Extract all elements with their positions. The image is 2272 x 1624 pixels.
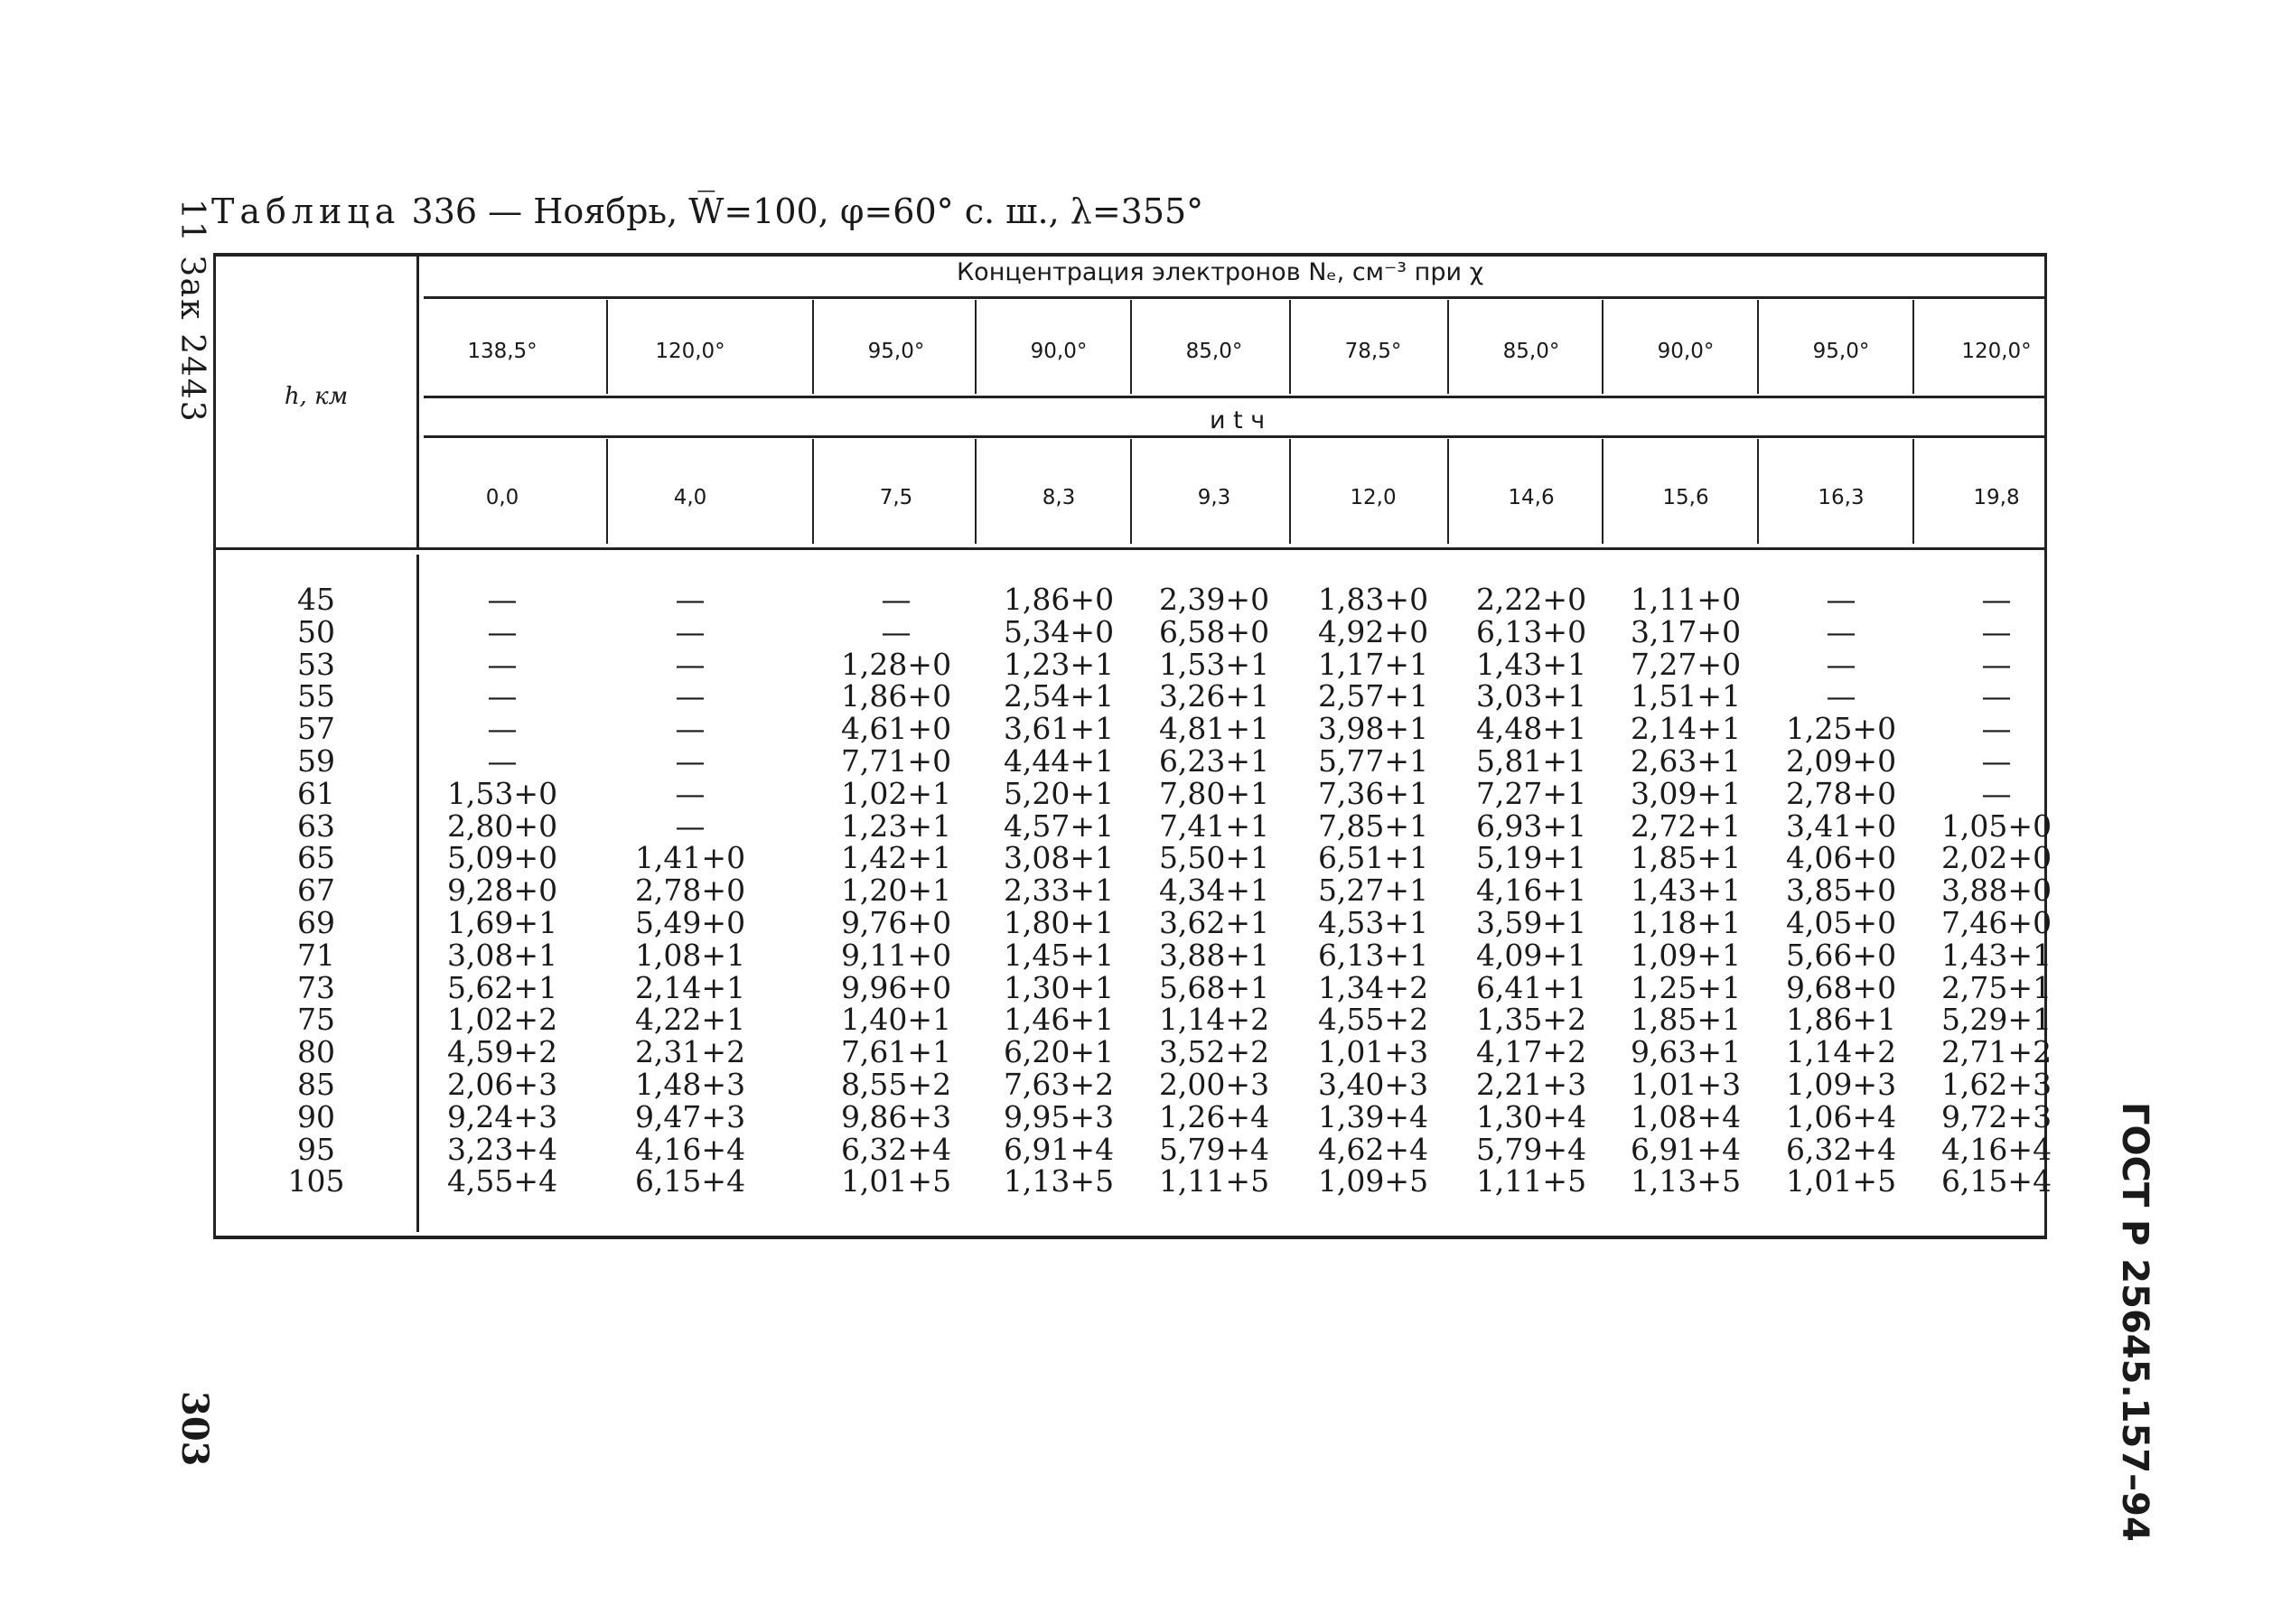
table-cell: 1,30+1 xyxy=(1003,969,1115,1005)
height-cell: 63 xyxy=(297,807,335,844)
table-cell: 9,24+3 xyxy=(446,1098,558,1134)
height-cell: 61 xyxy=(297,775,335,811)
table-cell: 7,27+0 xyxy=(1630,646,1742,682)
time-header: и t ч xyxy=(1210,406,1266,434)
table-cell: 7,71+0 xyxy=(840,742,952,779)
table-cell: 9,96+0 xyxy=(840,969,952,1005)
table-cell: 5,49+0 xyxy=(634,904,746,940)
table-cell: 2,71+2 xyxy=(1940,1034,2052,1070)
table-cell: 3,61+1 xyxy=(1003,711,1115,747)
table-cell: 6,13+1 xyxy=(1317,937,1429,973)
table-cell: — xyxy=(675,582,706,617)
chi-header-cell: 90,0° xyxy=(1657,340,1715,363)
table-caption xyxy=(211,191,1203,231)
table-cell: 1,01+3 xyxy=(1630,1066,1742,1102)
table-cell: 1,01+5 xyxy=(840,1163,952,1199)
data-column xyxy=(982,583,1136,1198)
table-cell: 5,50+1 xyxy=(1158,840,1270,876)
table-cell: 3,52+2 xyxy=(1158,1034,1270,1070)
table-cell: 6,13+0 xyxy=(1475,613,1587,649)
table-cell: 1,46+1 xyxy=(1003,1002,1115,1038)
table-cell: 1,23+1 xyxy=(840,807,952,844)
table-cell: 6,58+0 xyxy=(1158,613,1270,649)
table-cell: 2,72+1 xyxy=(1630,807,1742,844)
height-column xyxy=(216,583,416,1198)
table-cell: — xyxy=(1981,678,2012,714)
table-cell: 2,14+1 xyxy=(1630,711,1742,747)
table-cell: 7,41+1 xyxy=(1158,807,1270,844)
table-cell: 9,11+0 xyxy=(840,937,952,973)
table-cell: 4,16+4 xyxy=(634,1131,746,1167)
table-cell: — xyxy=(1981,742,2012,779)
table-cell: 2,63+1 xyxy=(1630,742,1742,779)
table-cell: 3,23+4 xyxy=(446,1131,558,1167)
t-header-cell: 15,6 xyxy=(1662,486,1709,509)
table-cell: 4,81+1 xyxy=(1158,711,1270,747)
table-cell: — xyxy=(1981,775,2012,811)
table-cell: 1,26+4 xyxy=(1158,1098,1270,1134)
table-cell: 4,05+0 xyxy=(1785,904,1897,940)
table-cell: 3,98+1 xyxy=(1317,711,1429,747)
table-cell: 1,13+5 xyxy=(1003,1163,1115,1199)
column-divider xyxy=(975,439,977,544)
table-cell: — xyxy=(1826,678,1856,714)
chi-header-cell: 95,0° xyxy=(867,340,925,363)
table-cell: 3,09+1 xyxy=(1630,775,1742,811)
table-cell: 2,14+1 xyxy=(634,969,746,1005)
table-cell: 6,91+4 xyxy=(1630,1131,1742,1167)
table-cell: 6,93+1 xyxy=(1475,807,1587,844)
table-cell: — xyxy=(675,742,706,779)
table-cell: 2,33+1 xyxy=(1003,873,1115,909)
table-cell: 7,85+1 xyxy=(1317,807,1429,844)
chi-header-cell: 78,5° xyxy=(1344,340,1402,363)
table-cell: 3,26+1 xyxy=(1158,678,1270,714)
standard-designation: ГОСТ Р 25645.157–94 xyxy=(2114,1102,2155,1542)
table-cell: 1,09+1 xyxy=(1630,937,1742,973)
table-cell: 4,16+4 xyxy=(1940,1131,2052,1167)
table-cell: 6,91+4 xyxy=(1003,1131,1115,1167)
height-column-header: h, км xyxy=(284,383,349,410)
table-cell: 6,51+1 xyxy=(1317,840,1429,876)
margin-order-label: 11 Зак 2443 xyxy=(173,199,210,424)
t-header-cell: 7,5 xyxy=(879,486,913,509)
table-cell: 2,78+0 xyxy=(1785,775,1897,811)
table-cell: 5,34+0 xyxy=(1003,613,1115,649)
table-cell: 2,06+3 xyxy=(446,1066,558,1102)
chi-header-cell: 120,0° xyxy=(1961,340,2032,363)
chi-header-cell: 120,0° xyxy=(655,340,725,363)
chi-header-cell: 95,0° xyxy=(1812,340,1870,363)
table-cell: 3,08+1 xyxy=(446,937,558,973)
height-cell: 50 xyxy=(297,613,335,649)
table-cell: 6,32+4 xyxy=(840,1131,952,1167)
table-cell: 1,42+1 xyxy=(840,840,952,876)
table-cell: — xyxy=(487,742,518,779)
table-cell: 1,05+0 xyxy=(1940,807,2052,844)
t-header-cell: 0,0 xyxy=(485,486,519,509)
table-cell: 3,08+1 xyxy=(1003,840,1115,876)
table-cell: 1,35+2 xyxy=(1475,1002,1587,1038)
table-cell: 5,19+1 xyxy=(1475,840,1587,876)
table-cell: 1,85+1 xyxy=(1630,1002,1742,1038)
electron-concentration-table xyxy=(213,253,2052,1239)
data-column xyxy=(1609,583,1762,1198)
height-cell: 69 xyxy=(297,904,335,940)
table-cell: 4,53+1 xyxy=(1317,904,1429,940)
table-cell: 1,34+2 xyxy=(1317,969,1429,1005)
table-cell: 2,21+3 xyxy=(1475,1066,1587,1102)
table-cell: 2,75+1 xyxy=(1940,969,2052,1005)
table-cell: 4,55+4 xyxy=(446,1163,558,1199)
table-cell: — xyxy=(675,775,706,811)
table-cell: 1,14+2 xyxy=(1158,1002,1270,1038)
table-cell: 1,01+5 xyxy=(1785,1163,1897,1199)
height-cell: 73 xyxy=(297,969,335,1005)
table-cell: 3,41+0 xyxy=(1785,807,1897,844)
table-cell: 4,22+1 xyxy=(634,1002,746,1038)
table-cell: 3,85+0 xyxy=(1785,873,1897,909)
table-cell: 7,36+1 xyxy=(1317,775,1429,811)
height-cell: 71 xyxy=(297,937,335,973)
table-cell: 3,17+0 xyxy=(1630,613,1742,649)
table-cell: 3,88+1 xyxy=(1158,937,1270,973)
table-cell: — xyxy=(675,711,706,747)
table-cell: 7,27+1 xyxy=(1475,775,1587,811)
table-cell: 4,44+1 xyxy=(1003,742,1115,779)
table-cell: — xyxy=(487,582,518,617)
table-cell: 1,09+3 xyxy=(1785,1066,1897,1102)
table-cell: — xyxy=(487,646,518,682)
table-cell: 1,01+3 xyxy=(1317,1034,1429,1070)
table-cell: 1,25+0 xyxy=(1785,711,1897,747)
table-cell: 6,32+4 xyxy=(1785,1131,1897,1167)
table-cell: — xyxy=(1826,613,1856,649)
table-cell: — xyxy=(675,613,706,649)
data-column xyxy=(819,583,973,1198)
table-cell: — xyxy=(1826,646,1856,682)
table-cell: 1,11+5 xyxy=(1158,1163,1270,1199)
table-cell: 5,68+1 xyxy=(1158,969,1270,1005)
table-cell: 3,03+1 xyxy=(1475,678,1587,714)
height-cell: 53 xyxy=(297,646,335,682)
table-cell: 1,41+0 xyxy=(634,840,746,876)
table-cell: 1,45+1 xyxy=(1003,937,1115,973)
table-cell: 4,59+2 xyxy=(446,1034,558,1070)
table-cell: 5,09+0 xyxy=(446,840,558,876)
table-cell: 9,68+0 xyxy=(1785,969,1897,1005)
table-cell: — xyxy=(1981,582,2012,617)
t-header-cell: 12,0 xyxy=(1350,486,1397,509)
table-cell: 3,88+0 xyxy=(1940,873,2052,909)
data-column xyxy=(1296,583,1450,1198)
table-cell: 4,62+4 xyxy=(1317,1131,1429,1167)
table-cell: 1,11+5 xyxy=(1475,1163,1587,1199)
data-column xyxy=(1137,583,1291,1198)
table-cell: 5,79+4 xyxy=(1158,1131,1270,1167)
height-cell: 59 xyxy=(297,742,335,779)
table-cell: 1,08+1 xyxy=(634,937,746,973)
table-cell: 1,48+3 xyxy=(634,1066,746,1102)
table-cell: 2,39+0 xyxy=(1158,582,1270,617)
table-cell: — xyxy=(675,807,706,844)
column-divider xyxy=(812,439,814,544)
table-cell: 4,09+1 xyxy=(1475,937,1587,973)
t-header-cell: 8,3 xyxy=(1042,486,1076,509)
table-cell: 2,02+0 xyxy=(1940,840,2052,876)
table-cell: 4,06+0 xyxy=(1785,840,1897,876)
concentration-header: Концентрация электронов Nₑ, см⁻³ при χ xyxy=(957,258,1484,286)
table-cell: 2,22+0 xyxy=(1475,582,1587,617)
table-cell: 1,39+4 xyxy=(1317,1098,1429,1134)
data-column xyxy=(1454,583,1608,1198)
table-cell: 9,86+3 xyxy=(840,1098,952,1134)
table-cell: 1,20+1 xyxy=(840,873,952,909)
table-cell: 6,23+1 xyxy=(1158,742,1270,779)
table-cell: 4,57+1 xyxy=(1003,807,1115,844)
table-cell: 1,62+3 xyxy=(1940,1066,2052,1102)
t-header-cell: 19,8 xyxy=(1973,486,2020,509)
table-cell: 1,43+1 xyxy=(1940,937,2052,973)
height-cell: 90 xyxy=(297,1098,335,1134)
table-cell: 9,76+0 xyxy=(840,904,952,940)
table-cell: 1,69+1 xyxy=(446,904,558,940)
table-cell: 2,78+0 xyxy=(634,873,746,909)
table-cell: — xyxy=(675,646,706,682)
t-header-cell: 14,6 xyxy=(1508,486,1555,509)
table-cell: 4,16+1 xyxy=(1475,873,1587,909)
table-cell: 5,27+1 xyxy=(1317,873,1429,909)
table-cell: 4,48+1 xyxy=(1475,711,1587,747)
height-cell: 85 xyxy=(297,1066,335,1102)
table-cell: 2,09+0 xyxy=(1785,742,1897,779)
column-divider xyxy=(606,300,608,394)
table-cell: 3,59+1 xyxy=(1475,904,1587,940)
table-cell: 3,62+1 xyxy=(1158,904,1270,940)
table-cell: 1,86+1 xyxy=(1785,1002,1897,1038)
table-cell: 6,15+4 xyxy=(1940,1163,2052,1199)
height-cell: 65 xyxy=(297,840,335,876)
table-cell: 1,86+0 xyxy=(840,678,952,714)
height-cell: 57 xyxy=(297,711,335,747)
table-cell: 5,66+0 xyxy=(1785,937,1897,973)
table-cell: — xyxy=(1826,582,1856,617)
table-cell: — xyxy=(487,711,518,747)
height-cell: 45 xyxy=(297,582,335,617)
table-cell: 2,00+3 xyxy=(1158,1066,1270,1102)
table-cell: 1,13+5 xyxy=(1630,1163,1742,1199)
table-cell: 9,63+1 xyxy=(1630,1034,1742,1070)
table-cell: 6,20+1 xyxy=(1003,1034,1115,1070)
chi-header-cell: 90,0° xyxy=(1030,340,1088,363)
table-cell: 1,85+1 xyxy=(1630,840,1742,876)
table-cell: 5,79+4 xyxy=(1475,1131,1587,1167)
table-cell: 9,72+3 xyxy=(1940,1098,2052,1134)
page-number: 303 xyxy=(173,1391,216,1467)
table-cell: — xyxy=(1981,613,2012,649)
table-cell: 1,08+4 xyxy=(1630,1098,1742,1134)
height-cell: 55 xyxy=(297,678,335,714)
height-cell: 67 xyxy=(297,873,335,909)
height-cell: 105 xyxy=(287,1163,345,1199)
t-header-cell: 16,3 xyxy=(1818,486,1865,509)
column-divider xyxy=(606,439,608,544)
table-cell: 7,61+1 xyxy=(840,1034,952,1070)
table-cell: 9,28+0 xyxy=(446,873,558,909)
table-cell: 1,18+1 xyxy=(1630,904,1742,940)
caption-word: Таблица xyxy=(211,191,401,231)
table-cell: 1,83+0 xyxy=(1317,582,1429,617)
table-cell: 9,95+3 xyxy=(1003,1098,1115,1134)
table-cell: 5,20+1 xyxy=(1003,775,1115,811)
table-cell: 4,55+2 xyxy=(1317,1002,1429,1038)
height-cell: 80 xyxy=(297,1034,335,1070)
height-cell: 95 xyxy=(297,1131,335,1167)
data-column xyxy=(613,583,767,1198)
table-cell: 7,46+0 xyxy=(1940,904,2052,940)
table-cell: 6,41+1 xyxy=(1475,969,1587,1005)
table-cell: 4,61+0 xyxy=(840,711,952,747)
table-cell: 1,43+1 xyxy=(1630,873,1742,909)
t-header-cell: 4,0 xyxy=(673,486,707,509)
caption-text: 336 — Ноябрь, W̅=100, φ=60° с. ш., λ=355° xyxy=(411,191,1204,231)
table-cell: — xyxy=(1981,646,2012,682)
table-cell: 1,23+1 xyxy=(1003,646,1115,682)
table-cell: 1,25+1 xyxy=(1630,969,1742,1005)
table-cell: 8,55+2 xyxy=(840,1066,952,1102)
table-cell: 1,40+1 xyxy=(840,1002,952,1038)
table-cell: 1,11+0 xyxy=(1630,582,1742,617)
table-cell: — xyxy=(881,582,912,617)
table-cell: 1,17+1 xyxy=(1317,646,1429,682)
table-cell: 1,53+1 xyxy=(1158,646,1270,682)
table-cell: — xyxy=(487,678,518,714)
table-cell: 5,29+1 xyxy=(1940,1002,2052,1038)
table-cell: 7,63+2 xyxy=(1003,1066,1115,1102)
table-cell: — xyxy=(487,613,518,649)
column-divider xyxy=(812,300,814,394)
data-column xyxy=(1764,583,1918,1198)
column-divider xyxy=(975,300,977,394)
chi-header-cell: 85,0° xyxy=(1185,340,1243,363)
table-cell: 4,17+2 xyxy=(1475,1034,1587,1070)
data-column xyxy=(425,583,579,1198)
table-cell: 2,31+2 xyxy=(634,1034,746,1070)
table-cell: 1,43+1 xyxy=(1475,646,1587,682)
chi-header-cell: 85,0° xyxy=(1502,340,1560,363)
table-cell: 1,53+0 xyxy=(446,775,558,811)
data-column xyxy=(1920,583,2073,1198)
table-cell: 1,80+1 xyxy=(1003,904,1115,940)
table-cell: 1,30+4 xyxy=(1475,1098,1587,1134)
table-cell: 1,28+0 xyxy=(840,646,952,682)
table-cell: 7,80+1 xyxy=(1158,775,1270,811)
table-cell: 5,81+1 xyxy=(1475,742,1587,779)
table-cell: 1,06+4 xyxy=(1785,1098,1897,1134)
table-cell: 4,92+0 xyxy=(1317,613,1429,649)
table-cell: 4,34+1 xyxy=(1158,873,1270,909)
table-cell: 2,57+1 xyxy=(1317,678,1429,714)
t-header-cell: 9,3 xyxy=(1197,486,1231,509)
table-cell: 5,62+1 xyxy=(446,969,558,1005)
table-cell: 1,02+1 xyxy=(840,775,952,811)
table-cell: 1,02+2 xyxy=(446,1002,558,1038)
chi-header-cell: 138,5° xyxy=(467,340,538,363)
table-cell: 6,15+4 xyxy=(634,1163,746,1199)
table-cell: 1,09+5 xyxy=(1317,1163,1429,1199)
table-cell: — xyxy=(1981,711,2012,747)
table-cell: 9,47+3 xyxy=(634,1098,746,1134)
table-cell: 5,77+1 xyxy=(1317,742,1429,779)
table-cell: 1,14+2 xyxy=(1785,1034,1897,1070)
table-cell: 1,51+1 xyxy=(1630,678,1742,714)
height-cell: 75 xyxy=(297,1002,335,1038)
table-cell: 2,80+0 xyxy=(446,807,558,844)
table-cell: 1,86+0 xyxy=(1003,582,1115,617)
table-cell: 3,40+3 xyxy=(1317,1066,1429,1102)
table-cell: — xyxy=(881,613,912,649)
table-cell: — xyxy=(675,678,706,714)
table-cell: 2,54+1 xyxy=(1003,678,1115,714)
